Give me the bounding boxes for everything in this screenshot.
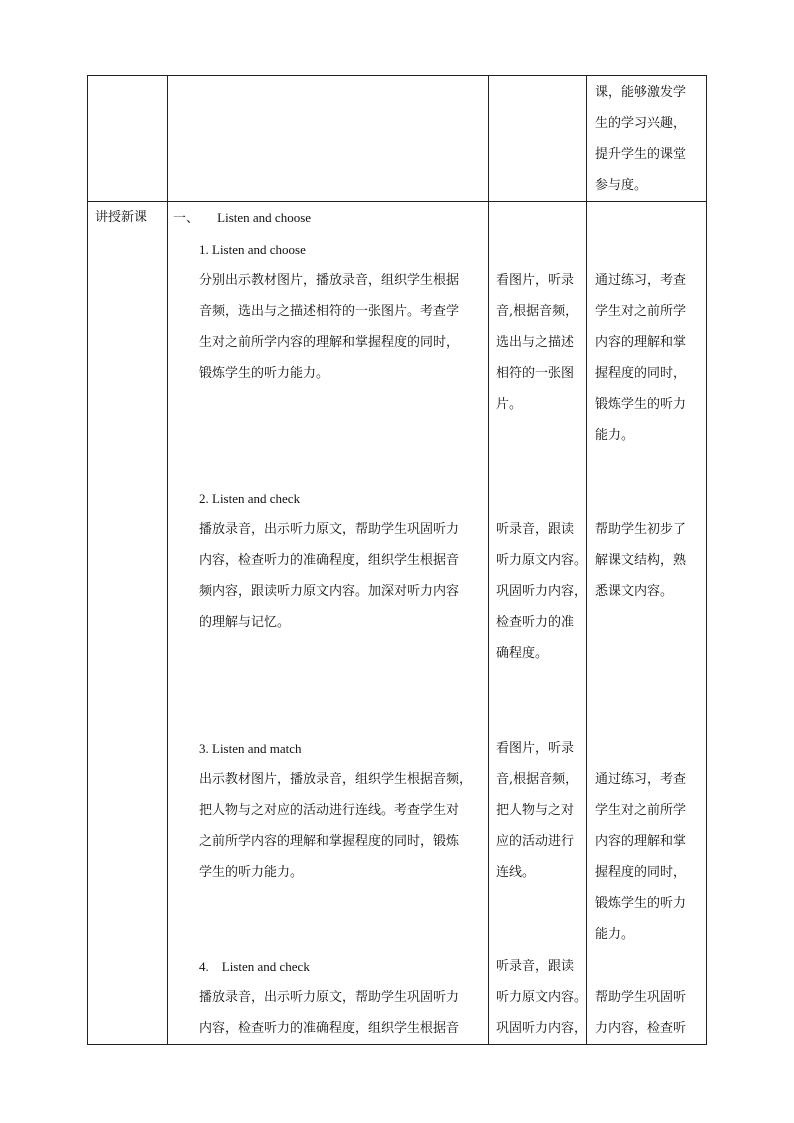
purpose-line: 内容的理解和掌 (595, 335, 687, 350)
purpose-line: 通过练习，考查 (595, 772, 687, 787)
purpose-line: 解课文结构，熟 (595, 553, 687, 568)
purpose-line: 悉课文内容。 (595, 584, 674, 599)
teacher-line: 播放录音，出示听力原文，帮助学生巩固听力 (199, 990, 460, 1005)
activity-4-teacher-cell (199, 982, 459, 1044)
activity-2-purpose-cell (595, 514, 686, 607)
top-row-purpose-cell (595, 77, 686, 201)
purpose-line: 通过练习，考查 (595, 273, 687, 288)
purpose-line: 提升学生的课堂 (595, 147, 687, 162)
student-line: 听力原文内容。 (496, 990, 588, 1005)
student-line: 相符的一张图 (496, 366, 575, 381)
activity-3-title: 3. Listen and match (199, 741, 302, 756)
teacher-line: 音频，选出与之描述相符的一张图片。考查学 (199, 304, 460, 319)
teacher-line: 播放录音，出示听力原文，帮助学生巩固听力 (199, 522, 460, 537)
student-line: 选出与之描述 (496, 335, 575, 350)
activity-1-student-cell (496, 265, 578, 420)
student-line: 看图片，听录 (496, 741, 575, 756)
activity-4-title: 4. Listen and check (199, 959, 310, 974)
purpose-line: 力内容，检查听 (595, 1021, 687, 1036)
purpose-line: 内容的理解和掌 (595, 834, 687, 849)
student-line: 把人物与之对 (496, 803, 575, 818)
table-border-top (87, 75, 707, 76)
table-border-bottom (87, 1044, 707, 1045)
teacher-line: 锻炼学生的听力能力。 (199, 366, 330, 381)
purpose-line: 能力。 (595, 927, 635, 942)
section-heading (173, 202, 311, 234)
purpose-line: 参与度。 (595, 178, 648, 193)
activity-3-purpose-cell (595, 764, 686, 950)
teacher-line: 内容，检查听力的准确程度，组织学生根据音 (199, 553, 460, 568)
teacher-line: 分别出示教材图片，播放录音，组织学生根据 (199, 273, 460, 288)
student-line: 听力原文内容。 (496, 553, 588, 568)
column-divider-1 (167, 75, 168, 1045)
activity-1-title: 1. Listen and choose (199, 242, 306, 257)
table-border-left (87, 75, 88, 1045)
teacher-line: 学生的听力能力。 (199, 865, 304, 880)
teacher-line: 出示教材图片，播放录音，组织学生根据音频， (199, 772, 473, 787)
student-line: 音,根据音频， (496, 304, 579, 319)
student-line: 音,根据音频， (496, 772, 579, 787)
activity-1-teacher-cell (199, 265, 459, 389)
column-divider-2 (488, 75, 489, 1045)
purpose-line: 能力。 (595, 428, 635, 443)
student-line: 应的活动进行 (496, 834, 575, 849)
student-line: 巩固听力内容， (496, 584, 588, 599)
purpose-line: 握程度的同时， (595, 865, 687, 880)
student-line: 巩固听力内容， (496, 1021, 588, 1036)
student-line: 听录音，跟读 (496, 522, 575, 537)
activity-2-teacher-cell (199, 514, 459, 638)
student-line: 检查听力的准 (496, 615, 575, 630)
teacher-line: 内容，检查听力的准确程度，组织学生根据音 (199, 1021, 460, 1036)
activity-4-purpose-cell (595, 982, 686, 1044)
purpose-line: 学生对之前所学 (595, 304, 687, 319)
section-heading-text: Listen and choose (217, 210, 312, 225)
student-line: 看图片，听录 (496, 273, 575, 288)
purpose-line: 握程度的同时， (595, 366, 687, 381)
teacher-line: 频内容，跟读听力原文内容。加深对听力内容 (199, 584, 460, 599)
student-line: 听录音，跟读 (496, 959, 575, 974)
student-line: 片。 (496, 397, 523, 412)
purpose-line: 锻炼学生的听力 (595, 397, 687, 412)
student-line: 连线。 (496, 865, 536, 880)
activity-4-student-cell (496, 951, 587, 1044)
stage-label: 讲授新课 (95, 210, 148, 225)
activity-3-teacher-cell (199, 764, 472, 888)
purpose-line: 课，能够激发学 (595, 85, 687, 100)
purpose-line: 帮助学生初步了 (595, 522, 687, 537)
activity-2-student-cell (496, 514, 587, 669)
teacher-line: 之前所学内容的理解和掌握程度的同时，锻炼 (199, 834, 460, 849)
section-heading-prefix: 一、 (173, 211, 200, 226)
table-border-right (706, 75, 707, 1045)
teacher-line: 生对之前所学内容的理解和掌握程度的同时， (199, 335, 460, 350)
teacher-line: 把人物与之对应的活动进行连线。考查学生对 (199, 803, 460, 818)
purpose-line: 锻炼学生的听力 (595, 896, 687, 911)
purpose-line: 帮助学生巩固听 (595, 990, 687, 1005)
activity-2-title: 2. Listen and check (199, 491, 301, 506)
purpose-line: 学生对之前所学 (595, 803, 687, 818)
student-line: 确程度。 (496, 646, 549, 661)
purpose-line: 生的学习兴趣， (595, 116, 687, 131)
activity-1-purpose-cell (595, 265, 686, 451)
activity-3-student-cell (496, 733, 578, 888)
teacher-line: 的理解与记忆。 (199, 615, 291, 630)
